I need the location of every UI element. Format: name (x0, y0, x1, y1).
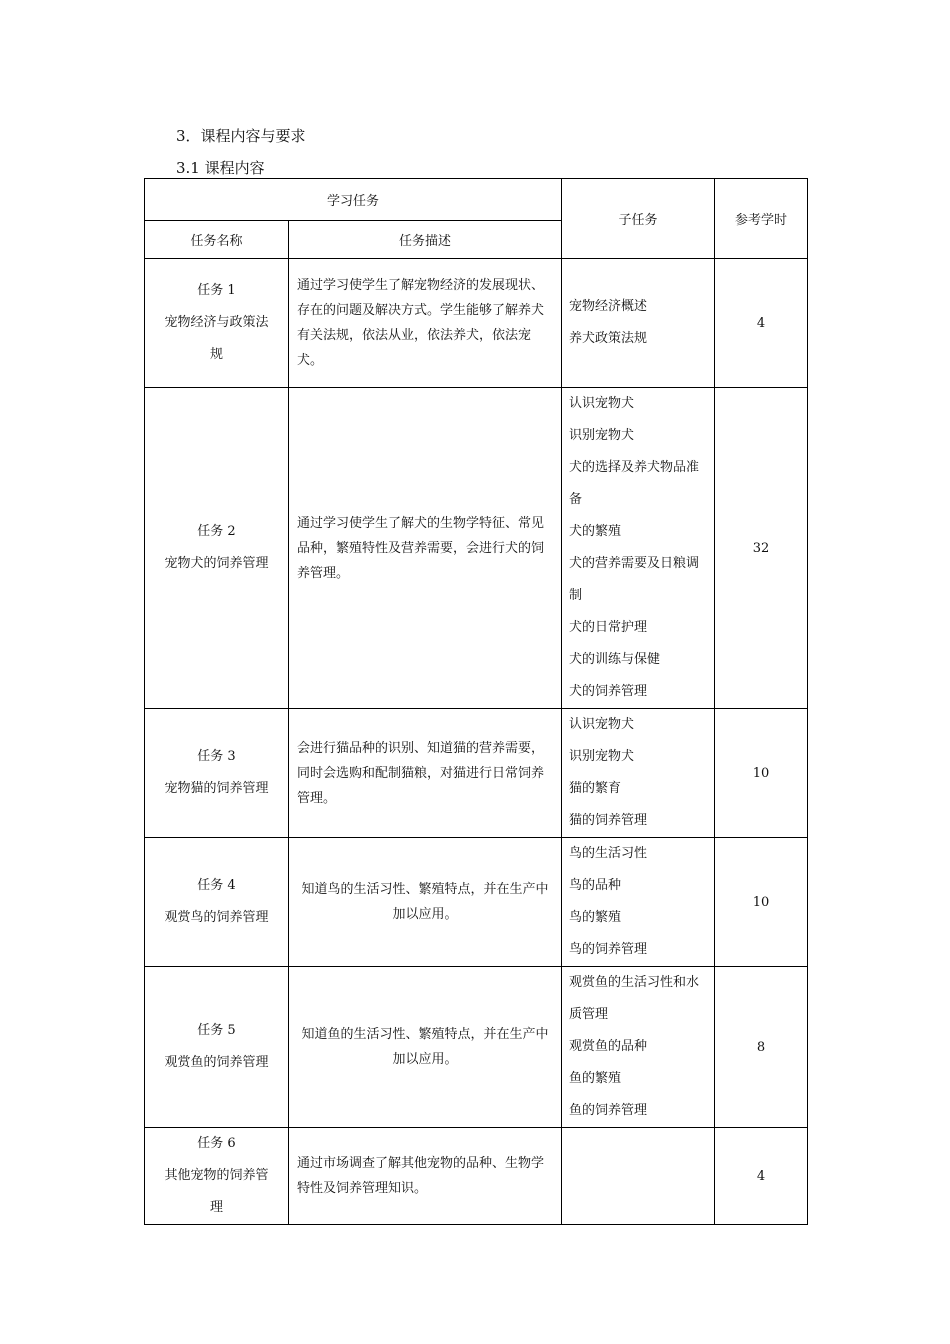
subtask-item: 观赏鱼的品种 (569, 1039, 648, 1054)
subtask-item: 认识宠物犬 (569, 717, 635, 732)
subtask-item: 宠物经济概述 (569, 299, 648, 314)
task-name-line: 宠物猫的饲养管理 (164, 781, 269, 796)
task-name-line: 理 (209, 1200, 223, 1215)
task-name-line: 任务 1 (197, 283, 236, 298)
subtask-item: 鱼的饲养管理 (569, 1103, 648, 1118)
task-name-cell (145, 1128, 289, 1225)
task-name-line: 观赏鸟的饲养管理 (164, 910, 269, 925)
header-row-1 (145, 179, 808, 221)
task-desc-cell: 知道鸟的生活习性、繁殖特点，并在生产中加以应用。 (289, 838, 562, 967)
task-name-line: 宠物经济与政策法 (164, 315, 269, 330)
header-learning-task: 学习任务 (145, 179, 562, 221)
task-name-cell (145, 967, 289, 1128)
task-name-cell (145, 259, 289, 388)
hours-cell: 4 (715, 1128, 808, 1225)
hours-cell: 32 (715, 388, 808, 709)
subtask-item: 观赏鱼的生活习性和水质管理 (569, 975, 700, 1022)
subtask-item: 犬的日常护理 (569, 620, 648, 635)
task-name-line: 观赏鱼的饲养管理 (164, 1055, 269, 1070)
task-name-line: 任务 3 (197, 749, 236, 764)
task-name-line: 任务 2 (197, 524, 236, 539)
table-row (145, 967, 808, 1128)
subtask-item: 犬的营养需要及日粮调制 (569, 556, 700, 603)
subtask-item: 鸟的饲养管理 (569, 942, 648, 957)
header-hours: 参考学时 (715, 179, 808, 259)
task-desc-cell: 会进行猫品种的识别、知道猫的营养需要，同时会选购和配制猫粮，对猫进行日常饲养管理。 (289, 709, 562, 838)
course-content-table (144, 178, 808, 1225)
table-row (145, 709, 808, 838)
table-row (145, 388, 808, 709)
subtask-item: 猫的繁育 (569, 781, 622, 796)
subtask-item: 养犬政策法规 (569, 331, 648, 346)
subtasks-cell (562, 259, 715, 388)
header-task-name: 任务名称 (145, 221, 289, 259)
hours-cell: 10 (715, 838, 808, 967)
header-subtasks: 子任务 (562, 179, 715, 259)
task-name-line: 其他宠物的饲养管 (164, 1168, 269, 1183)
task-desc-cell: 知道鱼的生活习性、繁殖特点，并在生产中加以应用。 (289, 967, 562, 1128)
task-name-cell (145, 388, 289, 709)
task-name-line: 任务 4 (197, 878, 236, 893)
task-name-cell (145, 838, 289, 967)
task-desc-cell: 通过学习使学生了解宠物经济的发展现状、存在的问题及解决方式。学生能够了解养犬有关法规，依法从业，依法养犬，依法宠犬。 (289, 259, 562, 388)
subtasks-cell (562, 1128, 715, 1225)
subtask-item: 鱼的繁殖 (569, 1071, 622, 1086)
subsection-heading: 3.1 课程内容 (176, 159, 265, 177)
subtask-item: 识别宠物犬 (569, 749, 635, 764)
table-row (145, 838, 808, 967)
subtasks-cell (562, 388, 715, 709)
subtask-item: 犬的繁殖 (569, 524, 622, 539)
hours-cell: 10 (715, 709, 808, 838)
subtasks-cell (562, 709, 715, 838)
subtasks-cell (562, 838, 715, 967)
task-name-line: 规 (209, 347, 223, 362)
task-desc-cell: 通过市场调查了解其他宠物的品种、生物学特性及饲养管理知识。 (289, 1128, 562, 1225)
subtask-item: 鸟的品种 (569, 878, 622, 893)
subtask-item: 犬的训练与保健 (569, 652, 661, 667)
task-name-line: 任务 6 (197, 1136, 236, 1151)
subtasks-cell (562, 967, 715, 1128)
task-name-line: 宠物犬的饲养管理 (164, 556, 269, 571)
task-desc-cell: 通过学习使学生了解犬的生物学特征、常见品种，繁殖特性及营养需要，会进行犬的饲养管理。 (289, 388, 562, 709)
subtask-item: 认识宠物犬 (569, 396, 635, 411)
subtask-item: 鸟的生活习性 (569, 846, 648, 861)
table-row (145, 1128, 808, 1225)
table-row (145, 259, 808, 388)
subtask-item: 识别宠物犬 (569, 428, 635, 443)
task-name-line: 任务 5 (197, 1023, 236, 1038)
subtask-item: 犬的选择及养犬物品准备 (569, 460, 700, 507)
hours-cell: 8 (715, 967, 808, 1128)
subtask-item: 犬的饲养管理 (569, 684, 648, 699)
subtask-item: 鸟的繁殖 (569, 910, 622, 925)
section-heading: 3．课程内容与要求 (176, 127, 306, 145)
header-task-desc: 任务描述 (289, 221, 562, 259)
task-name-cell (145, 709, 289, 838)
subtask-item: 猫的饲养管理 (569, 813, 648, 828)
hours-cell: 4 (715, 259, 808, 388)
